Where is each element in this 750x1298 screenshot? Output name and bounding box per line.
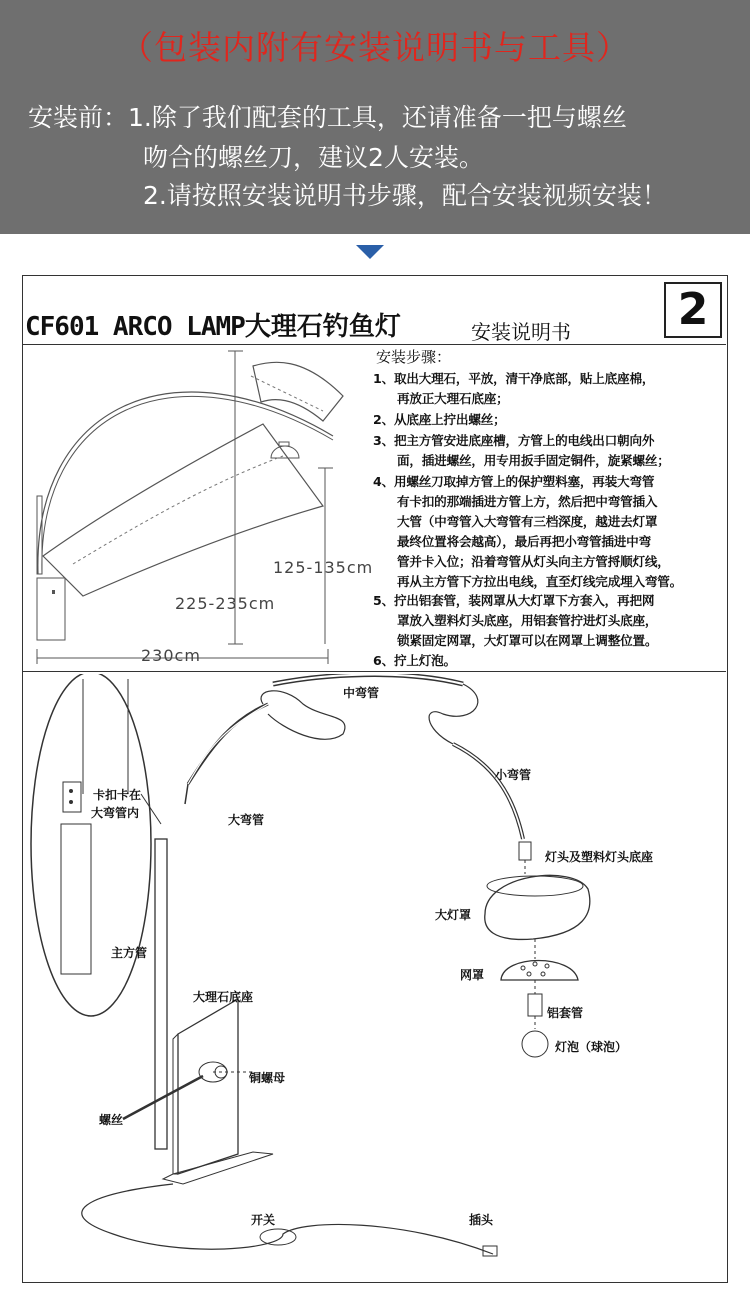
step-line: 有卡扣的那端插进方管上方，然后把中弯管插入 <box>397 494 658 509</box>
step-line: 再从主方管下方拉出电线，直至灯线完成埋入弯管。 <box>397 574 683 589</box>
down-arrow-icon <box>356 245 384 259</box>
banner-line-1: 安装前：1.除了我们配套的工具，还请准备一把与螺丝 <box>28 103 627 132</box>
step-line: 锁紧固定网罩，大灯罩可以在网罩上调整位置。 <box>397 633 658 648</box>
label-clip-note-1: 卡扣卡在 <box>93 788 142 802</box>
label-mid-tube: 中弯管 <box>343 686 380 700</box>
sheet-title-code: CF601 ARCO LAMP <box>25 312 245 342</box>
label-marble-base: 大理石底座 <box>193 990 254 1004</box>
exploded-assembly-drawing <box>23 674 726 1282</box>
step-line: 1、取出大理石，平放，清干净底部，贴上底座棉， <box>373 371 655 386</box>
label-big-tube: 大弯管 <box>228 813 265 827</box>
step-line: 罩放入塑料灯头底座，用铝套管拧进灯头底座， <box>397 613 658 628</box>
lamp-dimension-drawing <box>23 346 373 671</box>
step-line: 2、从底座上拧出螺丝； <box>373 412 506 427</box>
label-lamp-holder: 灯头及塑料灯头底座 <box>545 850 654 864</box>
step-line: 面，插进螺丝，用专用扳手固定铜件，旋紧螺丝； <box>397 453 670 468</box>
sheet-header <box>23 276 726 345</box>
dim-width: 230cm <box>141 646 201 665</box>
label-copper-nut: 铜螺母 <box>249 1071 286 1085</box>
label-big-shade: 大灯罩 <box>435 908 472 922</box>
intro-banner <box>0 0 750 234</box>
label-small-tube: 小弯管 <box>495 768 532 782</box>
steps-title: 安装步骤： <box>376 348 452 366</box>
banner-title: （包装内附有安装说明书与工具） <box>120 28 630 67</box>
sheet-subtitle: 安装说明书 <box>471 320 571 344</box>
instruction-sheet <box>22 275 728 1283</box>
label-alu-sleeve: 铝套管 <box>547 1006 584 1020</box>
step-line: 6、拧上灯泡。 <box>373 653 456 668</box>
banner-line-3: 2.请按照安装说明书步骤，配合安装视频安装！ <box>143 181 667 210</box>
dim-height-lamp: 125-135cm <box>273 558 374 577</box>
label-switch: 开关 <box>251 1213 276 1227</box>
page-number: 2 <box>664 282 722 338</box>
step-line: 大管（中弯管入大弯管有三档深度，越进去灯罩 <box>397 514 658 529</box>
label-clip-note-2: 大弯管内 <box>91 806 140 820</box>
step-line: 4、用螺丝刀取掉方管上的保护塑料塞，再装大弯管 <box>373 474 655 489</box>
label-screw: 螺丝 <box>99 1113 124 1127</box>
label-mesh-shade: 网罩 <box>460 968 485 982</box>
label-plug: 插头 <box>469 1213 494 1227</box>
label-main-tube: 主方管 <box>111 946 148 960</box>
dim-height-total: 225-235cm <box>175 594 276 613</box>
step-line: 3、把主方管安进底座槽，方管上的电线出口朝向外 <box>373 433 655 448</box>
sheet-title-cn: 大理石钓鱼灯 <box>244 312 401 342</box>
step-line: 管并卡入位；沿着弯管从灯头向主方管捋顺灯线， <box>397 554 670 569</box>
step-line: 再放正大理石底座； <box>397 391 509 406</box>
step-line: 5、拧出铝套管，装网罩从大灯罩下方套入，再把网 <box>373 593 655 608</box>
label-bulb: 灯泡（球泡） <box>555 1040 628 1054</box>
banner-line-2: 吻合的螺丝刀，建议2人安装。 <box>143 143 484 172</box>
sheet-title <box>25 306 401 343</box>
step-line: 最终位置将会越高），最后再把小弯管插进中弯 <box>397 534 651 549</box>
